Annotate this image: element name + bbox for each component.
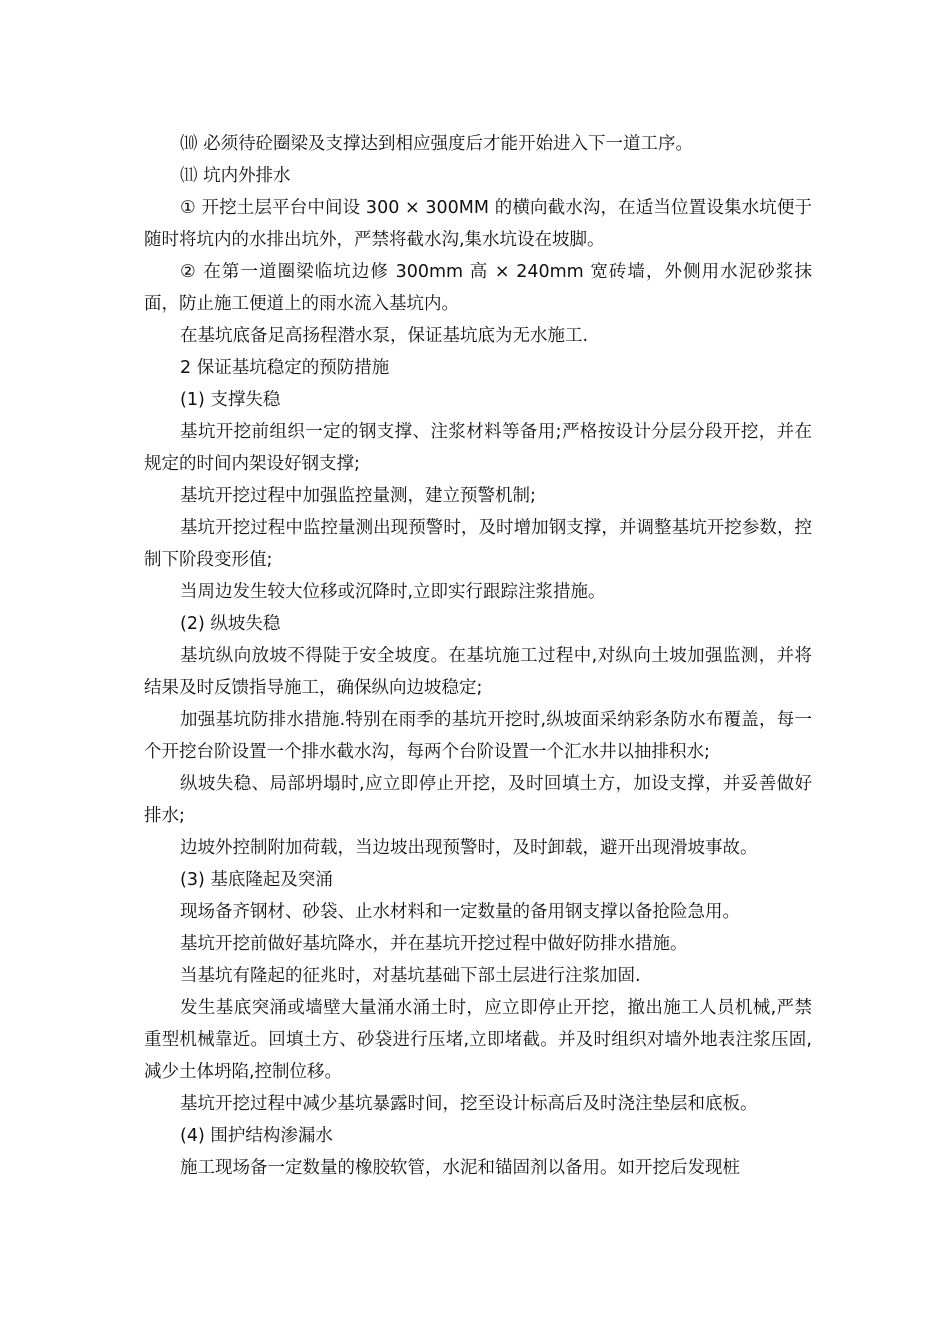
subheading-retaining-leakage: (4) 围护结构渗漏水: [180, 1126, 333, 1146]
document-body: [144, 128, 812, 1184]
paragraph-slope-grade: 基坑纵向放坡不得陡于安全坡度。在基坑施工过程中,对纵向土坡加强监测，并将结果及时反馈指导施工，确保纵向边坡稳定;: [144, 646, 812, 698]
paragraph-monitoring: 基坑开挖过程中加强监控量测，建立预警机制;: [180, 486, 536, 506]
paragraph-submersible-pump: 在基坑底备足高扬程潜水泵，保证基坑底为无水施工.: [180, 326, 589, 346]
subheading-support-instability: (1) 支撑失稳: [180, 390, 281, 410]
heading-item-11-drainage: ⑾ 坑内外排水: [180, 166, 291, 186]
paragraph-waterproof-measures: 加强基坑防排水措施.特别在雨季的基坑开挖时,纵坡面采纳彩条防水布覆盖，每一个开挖台阶设置一个排水截水沟，每两个台阶设置一个汇水井以抽排积水;: [144, 710, 812, 762]
paragraph-load-control: 边坡外控制附加荷载，当边坡出现预警时，及时卸载，避开出现滑坡事故。: [180, 838, 758, 858]
paragraph-emergency-materials: 现场备齐钢材、砂袋、止水材料和一定数量的备用钢支撑以备抢险急用。: [180, 902, 740, 922]
paragraph-brick-wall: ② 在第一道圈梁临坑边修 300mm 高 × 240mm 宽砖墙，外侧用水泥砂浆抹面，防止施工便道上的雨水流入基坑内。: [144, 262, 812, 314]
subheading-base-heave: (3) 基底隆起及突涌: [180, 870, 333, 890]
paragraph-steel-support-prep: 基坑开挖前组织一定的钢支撑、注浆材料等备用;严格按设计分层分段开挖，并在规定的时间内架设好钢支撑;: [144, 422, 812, 474]
paragraph-warning-response: 基坑开挖过程中监控量测出现预警时，及时增加钢支撑，并调整基坑开挖参数，控制下阶段变形值;: [144, 518, 812, 570]
paragraph-item-10-wait-strength: ⑽ 必须待砼圈梁及支撑达到相应强度后才能开始进入下一道工序。: [180, 134, 694, 154]
paragraph-intercept-ditch: ① 开挖土层平台中间设 300 × 300MM 的横向截水沟，在适当位置设集水坑便于随时将坑内的水排出坑外，严禁将截水沟,集水坑设在坡脚。: [144, 198, 812, 250]
paragraph-inrush-response: 发生基底突涌或墙壁大量涌水涌土时，应立即停止开挖，撤出施工人员机械,严禁重型机械靠近。回填土方、砂袋进行压堵,立即堵截。并及时组织对墙外地表注浆压固,减少土体坍陷,控制位移。: [144, 998, 812, 1082]
paragraph-heave-grouting: 当基坑有隆起的征兆时，对基坑基础下部土层进行注浆加固.: [180, 966, 641, 986]
section-heading-stability-measures: 2 保证基坑稳定的预防措施: [180, 358, 390, 378]
paragraph-grouting: 当周边发生较大位移或沉降时,立即实行跟踪注浆措施。: [180, 582, 606, 602]
paragraph-collapse-response: 纵坡失稳、局部坍塌时,应立即停止开挖，及时回填土方，加设支撑，并妥善做好排水;: [144, 774, 812, 826]
paragraph-exposure-time: 基坑开挖过程中减少基坑暴露时间，挖至设计标高后及时浇注垫层和底板。: [180, 1094, 758, 1114]
paragraph-dewatering: 基坑开挖前做好基坑降水，并在基坑开挖过程中做好防排水措施。: [180, 934, 688, 954]
paragraph-hose-preparation: 施工现场备一定数量的橡胶软管，水泥和锚固剂以备用。如开挖后发现桩: [180, 1158, 740, 1178]
subheading-slope-instability: (2) 纵坡失稳: [180, 614, 281, 634]
